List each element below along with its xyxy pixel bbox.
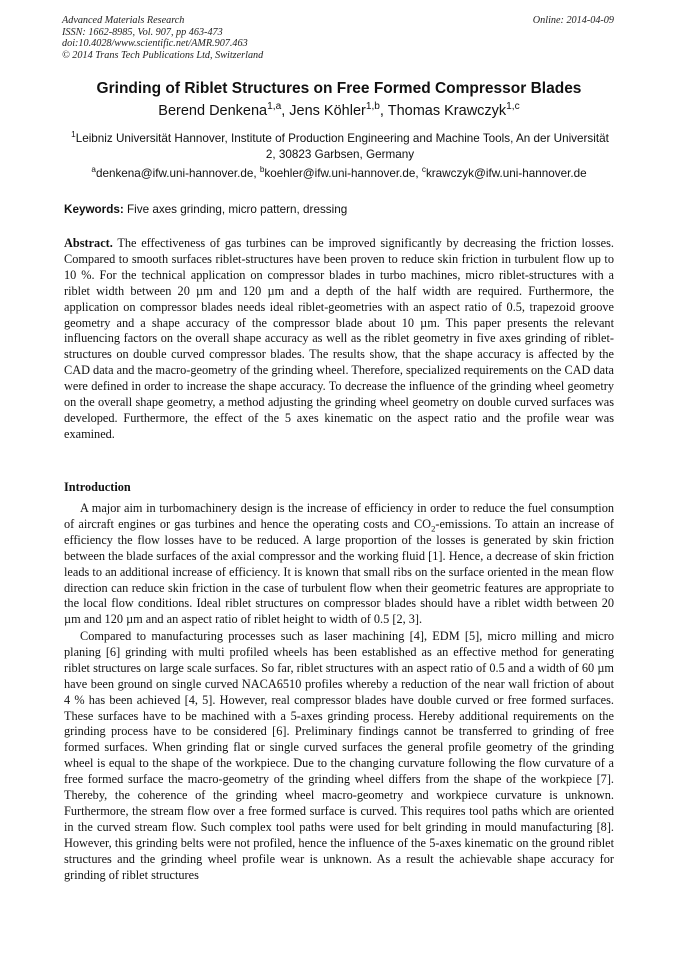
email-address: koehler@ifw.uni-hannover.de (264, 167, 416, 180)
author-superscript: 1,a (267, 101, 282, 113)
email-separator: , (415, 167, 422, 180)
author-name: Berend Denkena (158, 103, 268, 119)
email-address: krawczyk@ifw.uni-hannover.de (425, 167, 587, 180)
intro-paragraph-1 (64, 501, 614, 628)
abstract-text: The effectiveness of gas turbines can be improved significantly by decreasing the friction losses. Compared to smooth surfaces riblet-structures have been proven to reduce skin friction in turbulent flow up to 10 %. For the technical application on compressor blades in turbo machines, micro riblet-structures with a riblet width between 20 µm and 120 µm and a depth of the half width are required. Furthermore, the application on compressor blades needs ideal riblet-geometries with an aspect ratio of 0.5, trapezoid groove geometry and a shape accuracy of the compressor blade about 10 µm. This paper presents the relevant influencing factors on the overall shape accuracy as well as the riblet geometry in five axes grinding of riblet-structures on double curved compressor blades. The results show, that the shape accuracy is affected by the CAD data and the macro-geometry of the grinding wheel. Therefore, specialized requirements on the CAD data were defined in order to increase the shape accuracy. To decrease the influence of the grinding wheel geometry on the overall shape geometry, a method adjusting the grinding wheel geometry on double curved surfaces was developed. Furthermore, the effect of the 5 axes kinematic on the aspect ratio and the profile wear was examined. (64, 236, 614, 441)
author-separator: , (281, 103, 290, 119)
journal-name: Advanced Materials Research (62, 15, 185, 26)
abstract (64, 236, 614, 443)
email-superscript: b (259, 165, 265, 175)
author-name: Jens Köhler (289, 103, 366, 119)
keywords-text: Five axes grinding, micro pattern, dressing (127, 203, 348, 216)
affiliation (70, 131, 610, 163)
section-heading-introduction: Introduction (64, 480, 131, 494)
author-superscript: 1,c (506, 101, 520, 113)
journal-header (62, 15, 263, 61)
online-date: Online: 2014-04-09 (532, 15, 614, 26)
paper-title: Grinding of Riblet Structures on Free Formed Compressor Blades (96, 80, 582, 97)
copyright-line: © 2014 Trans Tech Publications Ltd, Switzerland (62, 49, 264, 61)
doi-line: doi:10.4028/www.scientific.net/AMR.907.463 (62, 38, 248, 49)
email-separator: , (253, 167, 260, 180)
affiliation-text: Leibniz Universität Hannover, Institute of Production Engineering and Machine Tools, An der Universität 2, 30823 Garbsen, Germany (75, 132, 609, 161)
intro-p2-text: Compared to manufacturing processes such as laser machining [4], EDM [5], micro milling and micro planing [6] grinding with multi profiled wheels has been established as an effective method for generating riblet structures on large scale surfaces. So far, riblet structures with an aspect ratio of 0.5 and a width of 60 µm have been ground on single curved NACA6510 profiles whereby a reduction of the near wall friction of about 4 % has been achieved [4, 5]. However, real compressor blades have double curved or free formed surfaces. These surfaces have to be machined with a 5-axes grinding process. Hereby additional requirements on the grinding process have to be considered [6]. Preliminary findings cannot be transferred to grinding of free formed surfaces. When grinding flat or single curved surfaces the general profile geometry of the grinding wheel is equal to the shape of the workpiece. Due to the changing curvature following the flow curvature of a free formed surface the macro-geometry of the grinding wheel differs from the shape of the workpiece [7]. Thereby, the coherence of the grinding wheel macro-geometry and workpiece curvature is unknown. Furthermore, the stream flow over a free formed surface is curved. This requires tool paths which are oriented in the curved stream flow. Such complex tool paths were used for belt grinding in mould manufacturing [8]. However, this grinding belts were not profiled, hence the influence of the 5-axes kinematic on the ground riblet structures and the grinding wheel profile wear is unknown. As a result the achievable shape accuracy for grinding of riblet structures (64, 629, 614, 882)
keywords (64, 203, 347, 216)
email-address: denkena@ifw.uni-hannover.de (95, 167, 254, 180)
affiliation-superscript: 1 (71, 130, 76, 140)
keywords-label: Keywords: (64, 203, 124, 216)
email-superscript: c (421, 165, 426, 175)
author-separator: , (379, 103, 388, 119)
author-name: Thomas Krawczyk (387, 103, 507, 119)
author-superscript: 1,b (365, 101, 380, 113)
intro-p1-text-a: A major aim in turbomachinery design is the increase of efficiency in order to reduce the fuel consumption of aircraft engines or gas turbines and hence the operating costs and CO (64, 501, 614, 531)
abstract-label: Abstract. (64, 236, 113, 250)
issn-line: ISSN: 1662-8985, Vol. 907, pp 463-473 (62, 26, 223, 38)
email-list (0, 167, 678, 180)
intro-p1-subscript: 2 (431, 523, 436, 534)
email-superscript: a (91, 165, 96, 175)
intro-paragraph-2 (64, 629, 614, 884)
author-list (0, 103, 678, 119)
intro-p1-text-b: -emissions. To attain an increase of efficiency the flow losses have to be reduced. A large proportion of the losses is generated by skin friction between the blade surfaces of the axial compressor and the working fluid [1]. Hence, a decrease of skin friction leads to an additional increase of efficiency. It is known that small ribs on the surface oriented in the mean flow direction can reduce skin friction in the case of turbulent flow when their geometric features are appropriate to the local flow conditions. Ideal riblet structures on compressor blades should have a riblet width between 20 µm and 120 µm and an aspect ratio of riblet height to width of 0.5 [2, 3]. (64, 516, 614, 627)
